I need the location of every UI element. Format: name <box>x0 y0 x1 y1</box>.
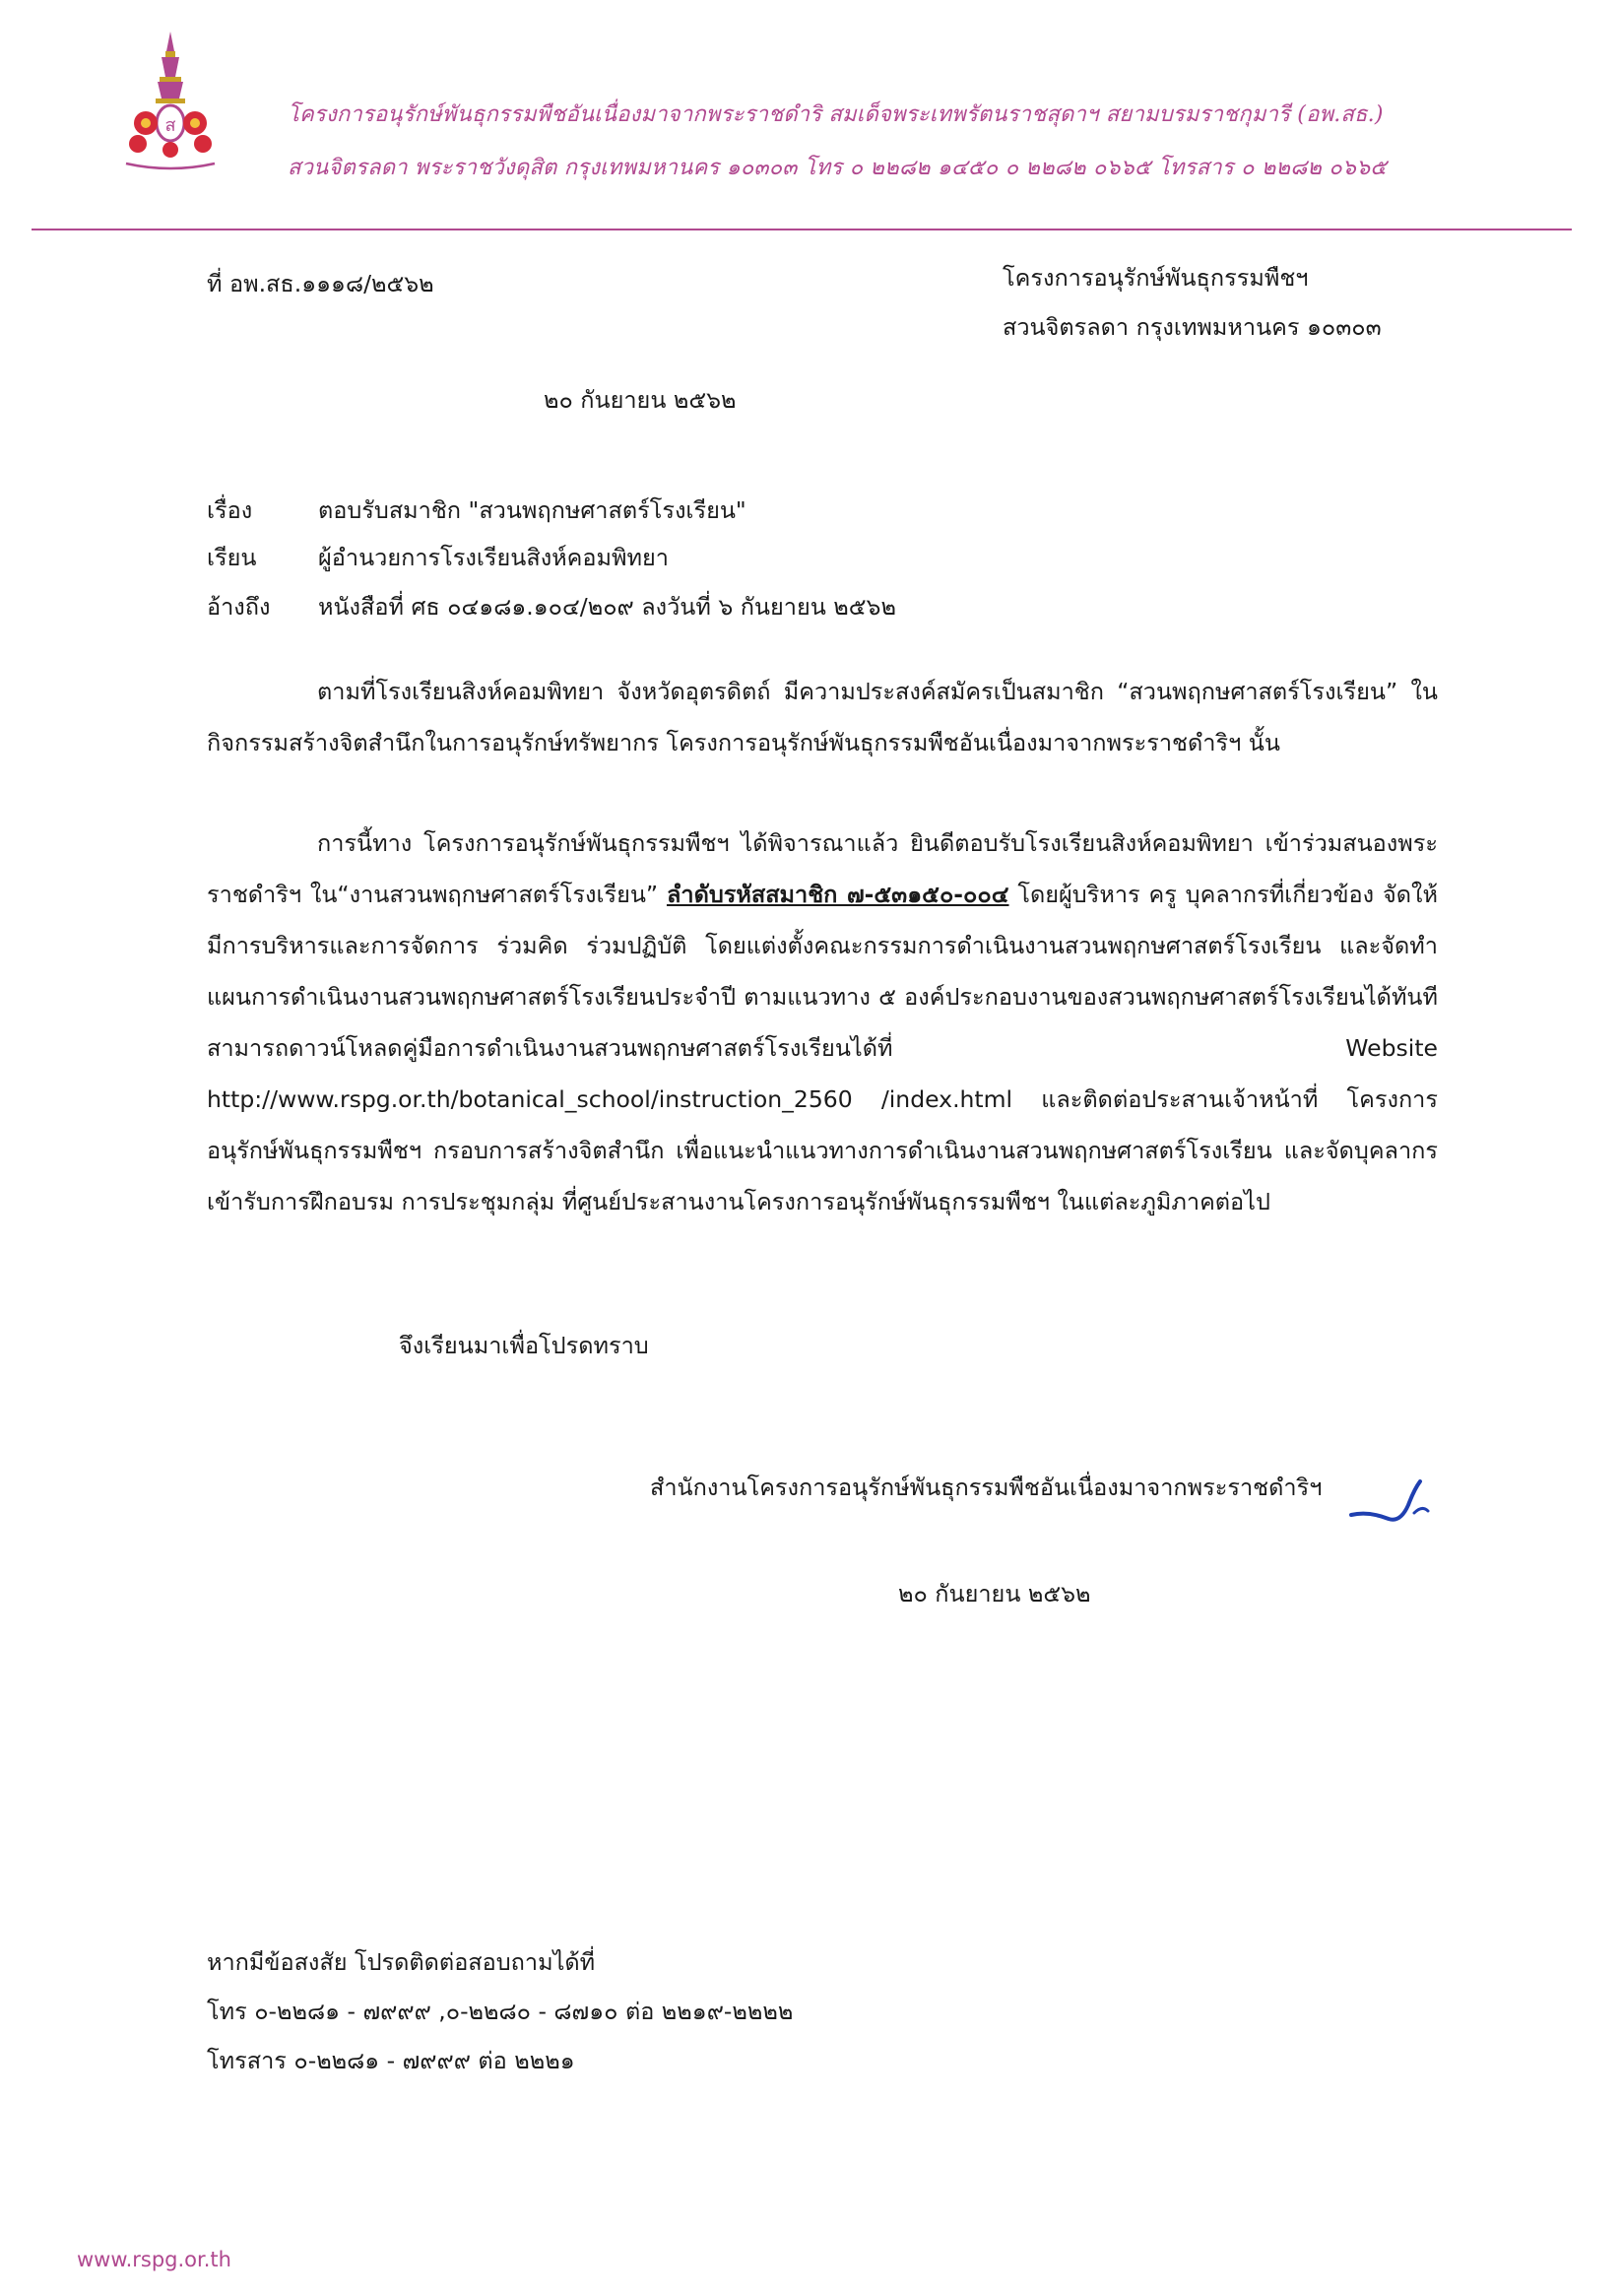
letterhead-line-2: สวนจิตรลดา พระราชวังดุสิต กรุงเทพมหานคร ๑๐๓๐๓ โทร ๐ ๒๒๘๒ ๑๔๕๐ ๐ ๒๒๘๒ ๐๖๖๕ โทรสาร ๐ ๒๒๘๒ ๐๖๖๕ <box>288 156 1388 180</box>
body-paragraph-1: ตามที่โรงเรียนสิงห์คอมพิทยา จังหวัดอุตรดิตถ์ มีความประสงค์สมัครเป็นสมาชิก “สวนพฤกษศาสตร์โรงเรียน” ในกิจกรรมสร้างจิตสำนึกในการอนุรักษ์ทรัพยากร โครงการอนุรักษ์พันธุกรรมพืชอันเนื่องมาจากพระราชดำริฯ นั้น <box>207 678 1438 756</box>
rspg-logo <box>116 30 225 172</box>
closing-text: จึงเรียนมาเพื่อโปรดทราบ <box>399 1332 649 1359</box>
subject-text: ตอบรับสมาชิก "สวนพฤกษศาสตร์โรงเรียน" <box>318 496 746 524</box>
letterhead-line-1: โครงการอนุรักษ์พันธุกรรมพืชอันเนื่องมาจากพระราชดำริ สมเด็จพระเทพรัตนราชสุดาฯ สยามบรมราชกุมารี (อพ.สธ.) <box>288 102 1384 127</box>
letter-date: ๒๐ กันยายน ๒๕๖๒ <box>544 386 737 414</box>
letterhead-divider <box>32 229 1572 230</box>
paragraph-2-intro: การนี้ทาง โครงการอนุรักษ์พันธุกรรมพืชฯ ได้พิจารณาแล้ว ยินดีตอบรับโรงเรียนสิงห์คอมพิทยา เข้าร่วมสนองพระราชดำริฯ ใน“งานสวนพฤกษศาสตร์โรงเรียน” <box>207 829 1438 908</box>
signature-mark <box>1349 1476 1438 1535</box>
paragraph-2-body: โดยผู้บริหาร ครู บุคลากรที่เกี่ยวข้อง จัดให้มีการบริหารและการจัดการ ร่วมคิด ร่วมปฏิบัติ โดยแต่งตั้งคณะกรรมการดำเนินงานสวนพฤกษศาสตร์โรงเรียน และจัดทำแผนการดำเนินงานสวนพฤกษศาสตร์โรงเรียนประจำปี ตามแนวทาง ๕ องค์ประกอบงานของสวนพฤกษศาสตร์โรงเรียนได้ทันที สามารถดาวน์โหลดคู่มือการดำเนินงานสวนพฤกษศาสตร์โรงเรียนได้ที่ Website http://www.rspg.or.th/botanical_school/instruction_2560 /index.html และติดต่อประสานเจ้าหน้าที่ โครงการอนุรักษ์พันธุกรรมพืชฯ กรอบการสร้างจิตสำนึก เพื่อแนะนำแนวทางการดำเนินงานสวนพฤกษศาสตร์โรงเรียน และจัดบุคลากรเข้ารับการฝึกอบรม การประชุมกลุ่ม ที่ศูนย์ประสานงานโครงการอนุรักษ์พันธุกรรมพืชฯ ในแต่ละภูมิภาคต่อไป <box>207 881 1438 1215</box>
sender-org-line-2: สวนจิตรลดา กรุงเทพมหานคร ๑๐๓๐๓ <box>1003 313 1382 341</box>
signatory-org: สำนักงานโครงการอนุรักษ์พันธุกรรมพืชอันเนื่องมาจากพระราชดำริฯ <box>650 1474 1323 1501</box>
recipient-label: เรียน <box>207 544 257 571</box>
reference-number: ที่ อพ.สธ.๑๑๑๘/๒๕๖๒ <box>207 270 434 297</box>
sender-org-line-1: โครงการอนุรักษ์พันธุกรรมพืชฯ <box>1003 264 1309 292</box>
contact-phone: โทร ๐-๒๒๘๑ - ๗๙๙๙ ,๐-๒๒๘๐ - ๘๗๑๐ ต่อ ๒๒๑๙-๒๒๒๒ <box>207 1998 794 2025</box>
member-code: ลำดับรหัสสมาชิก ๗-๕๓๑๕๐-๐๐๔ <box>666 881 1009 908</box>
contact-fax: โทรสาร ๐-๒๒๘๑ - ๗๙๙๙ ต่อ ๒๒๒๑ <box>207 2047 575 2074</box>
contact-intro: หากมีข้อสงสัย โปรดติดต่อสอบถามได้ที่ <box>207 1948 596 1976</box>
recipient-text: ผู้อำนวยการโรงเรียนสิงห์คอมพิทยา <box>318 544 669 571</box>
body-paragraph-2 <box>207 818 1438 1227</box>
subject-label: เรื่อง <box>207 496 253 524</box>
signature-date: ๒๐ กันยายน ๒๕๖๒ <box>898 1580 1091 1607</box>
footer-website: www.rspg.or.th <box>77 2248 231 2271</box>
reference-text: หนังสือที่ ศธ ๐๔๑๘๑.๑๐๔/๒๐๙ ลงวันที่ ๖ กันยายน ๒๕๖๒ <box>318 593 896 621</box>
svg-text:ส: ส <box>164 115 176 136</box>
reference-label: อ้างถึง <box>207 593 271 621</box>
